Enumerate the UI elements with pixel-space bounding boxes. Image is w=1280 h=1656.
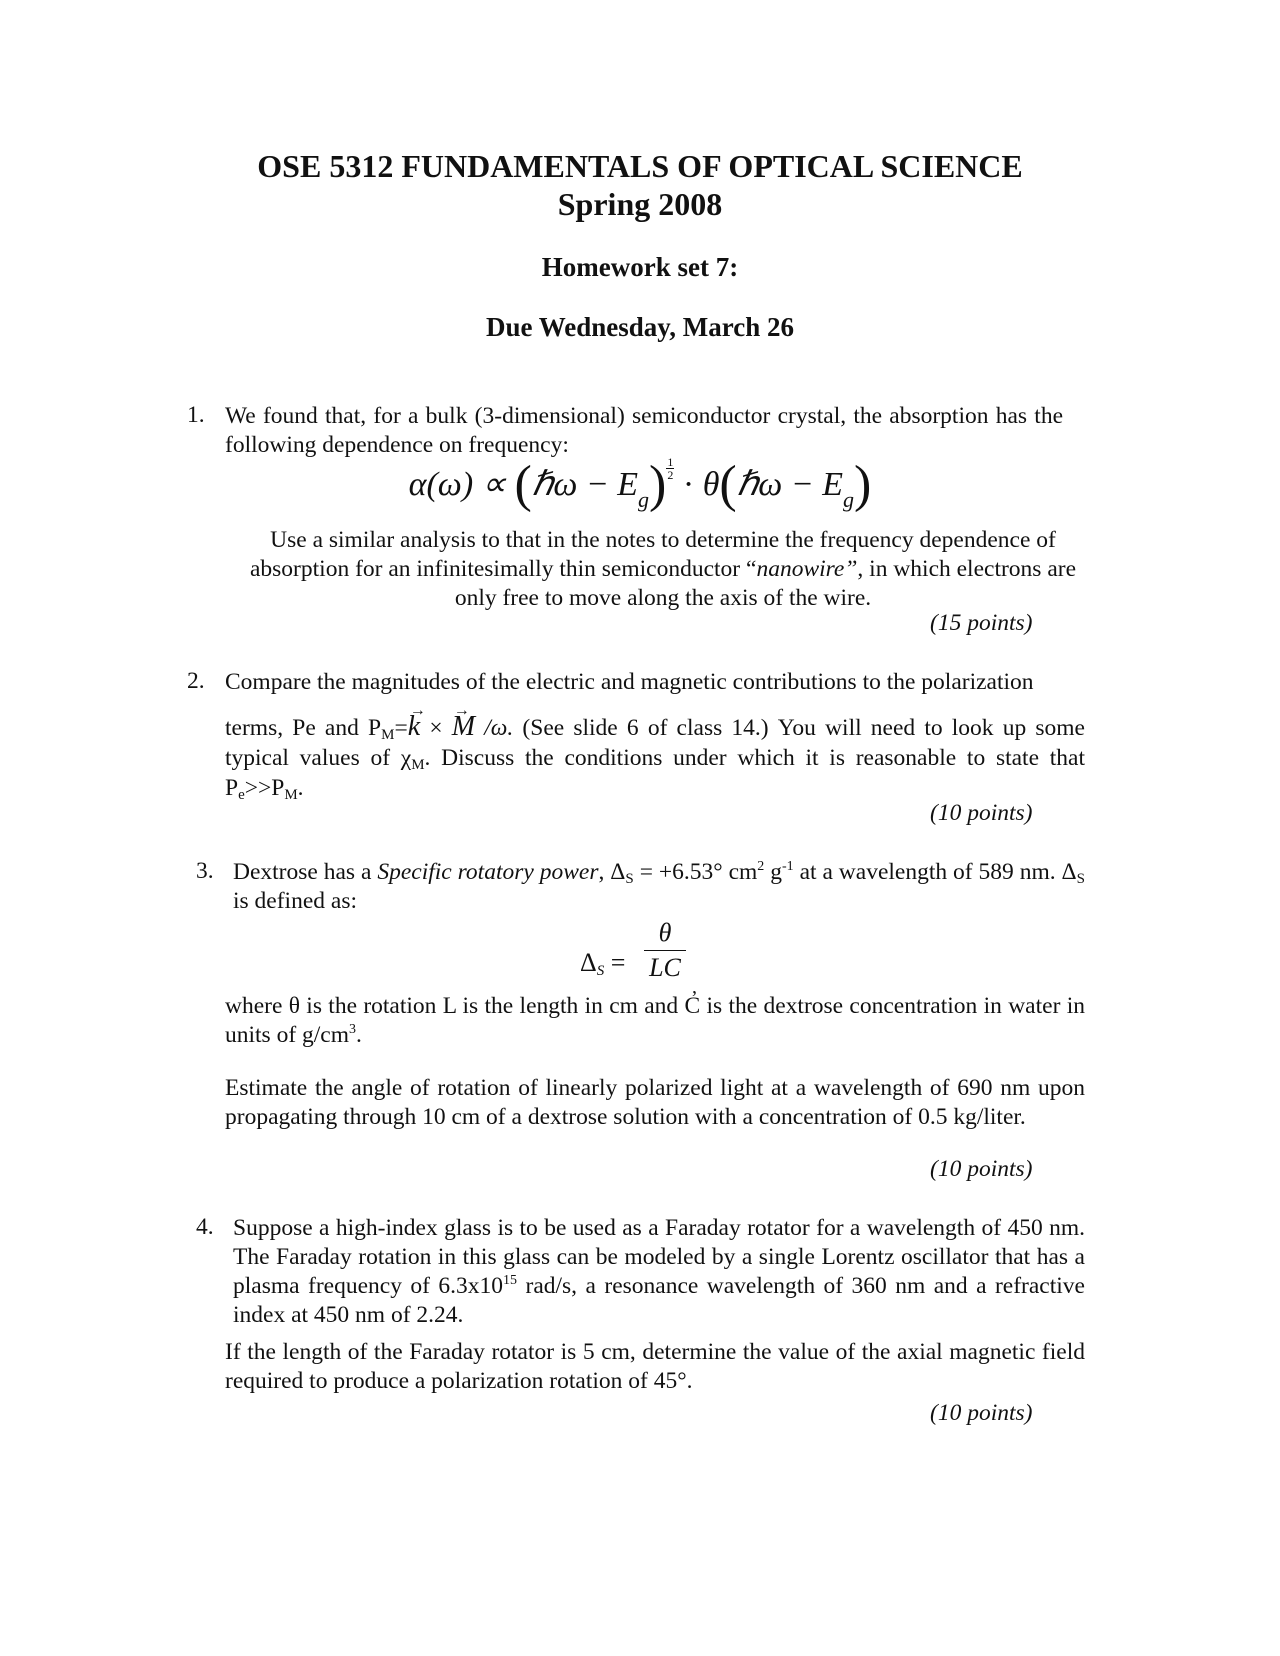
q2-cross: × — [429, 715, 443, 741]
q1-body-b: , in which electrons are only free to move along the axis of the wire. — [454, 556, 1077, 611]
q1-body-em: nanowire” — [756, 556, 858, 582]
q2-sub-m2: M — [284, 787, 298, 803]
question-3-where — [225, 992, 1085, 1050]
frac-comma: , — [692, 976, 697, 998]
q2-sub-m: M — [381, 727, 395, 743]
q2-terms-b: (See slide 6 of class 14.) You will need to look up some typical values of χ — [225, 715, 1085, 771]
eq-term2: ℏω − E — [736, 466, 844, 503]
question-3-text — [233, 858, 1085, 916]
q4-sup15: 15 — [503, 1273, 518, 1288]
q2-eq: = — [394, 715, 408, 741]
q3-f: is defined as: — [233, 888, 357, 914]
q3-b: , Δ — [598, 859, 626, 885]
question-4-points: (10 points) — [930, 1400, 1033, 1426]
eq-term1: ℏω − E — [531, 466, 639, 503]
q3-supm1: -1 — [781, 859, 794, 874]
question-2-line1: Compare the magnitudes of the electric and magnetic contributions to the polarization — [225, 669, 1034, 695]
eq-lhs: α(ω) ∝ — [408, 466, 506, 503]
question-1-number: 1. — [187, 402, 205, 428]
frac-delta: Δ — [580, 948, 597, 977]
q3-where-b: . — [356, 1022, 362, 1048]
q3-e: at a wavelength of 589 nm. Δ — [793, 859, 1077, 885]
question-4-text — [233, 1214, 1085, 1330]
paren-close-2: ) — [854, 456, 872, 513]
q3-em: Specific rotatory power — [377, 859, 599, 885]
paren-close: ) — [649, 456, 667, 513]
q3-sub-s: S — [625, 871, 634, 887]
absorption-equation — [0, 455, 1280, 514]
question-3-number: 3. — [196, 858, 214, 884]
m-vector: → M — [452, 712, 475, 742]
term-title: Spring 2008 — [557, 186, 723, 222]
frac-sub-s: S — [596, 963, 605, 979]
q2-terms-a: terms, Pe and P — [225, 715, 382, 741]
q3-sub-s2: S — [1076, 871, 1085, 887]
homework-title: Homework set 7: — [541, 252, 739, 282]
q2-per-omega: /ω. — [484, 715, 514, 741]
frac-numerator: θ — [658, 918, 672, 947]
question-4-para2: If the length of the Faraday rotator is 5 cm, determine the value of the axial magnetic field required to produce a polarization rotation of 45°. — [225, 1339, 1085, 1394]
q3-c: = +6.53° cm — [633, 859, 758, 885]
q2-gg: >>P — [244, 775, 285, 801]
eq-sub-g1: g — [638, 487, 650, 512]
question-4-number: 4. — [196, 1214, 214, 1240]
frac-denominator: LC — [649, 953, 681, 982]
q1-body-a: Use a similar analysis to that in the notes to determine the frequency dependence of absorption for an infinitesimally thin semiconductor “ — [249, 527, 1056, 582]
question-2-points: (10 points) — [930, 800, 1033, 826]
exp-num: 1 — [667, 455, 674, 469]
exponent-half — [666, 456, 674, 481]
course-title: OSE 5312 FUNDAMENTALS OF OPTICAL SCIENCE — [257, 148, 1023, 184]
eq-sub-g2: g — [843, 487, 855, 512]
exp-den: 2 — [667, 468, 674, 482]
q2-chi-sub: M — [411, 757, 425, 773]
question-3-points: (10 points) — [930, 1156, 1033, 1182]
q3-d: g — [764, 859, 782, 885]
q3-where-a: where θ is the rotation L is the length in cm and C is the dextrose concentration in water in units of g/cm — [225, 993, 1085, 1048]
frac-rhs — [644, 918, 686, 983]
q3-sup2: 2 — [757, 859, 765, 874]
question-2-number: 2. — [187, 668, 205, 694]
q3-a: Dextrose has a — [233, 859, 378, 885]
q4-b: rad/s, a resonance wavelength of 360 nm and a refractive index at 450 nm of 2.24. — [233, 1273, 1085, 1328]
frac-lhs — [580, 948, 625, 978]
frac-eq: = — [610, 948, 626, 977]
question-3-estimate: Estimate the angle of rotation of linearly polarized light at a wavelength of 690 nm upon propagating through 10 cm of a dextrose solution with a concentration of 0.5 kg/liter. — [225, 1075, 1085, 1130]
question-2-text — [225, 712, 1085, 803]
question-1-text: We found that, for a bulk (3-dimensional) semiconductor crystal, the absorption has the following dependence on frequency: — [225, 403, 1063, 458]
q4-a: Suppose a high-index glass is to be used as a Faraday rotator for a wavelength of 450 nm. The Faraday rotation in this glass can be modeled by a single Lorentz oscillator that has a plasma frequency of 6.3x10 — [233, 1215, 1085, 1299]
question-1-points: (15 points) — [930, 610, 1033, 636]
paren-open-2: ( — [719, 456, 737, 513]
q2-period: . — [297, 775, 304, 801]
paren-open: ( — [514, 456, 532, 513]
q2-terms-c: . Discuss the conditions under which it is reasonable to state that P — [225, 745, 1085, 801]
q2-sub-e: e — [238, 787, 245, 803]
k-vector: → k — [408, 712, 420, 742]
due-date: Due Wednesday, March 26 — [485, 312, 795, 342]
eq-dot: · — [682, 466, 695, 503]
q3-sup3: 3 — [349, 1022, 357, 1037]
question-1-body — [238, 526, 1088, 613]
frac-line — [644, 950, 686, 951]
eq-theta: θ — [702, 466, 720, 503]
